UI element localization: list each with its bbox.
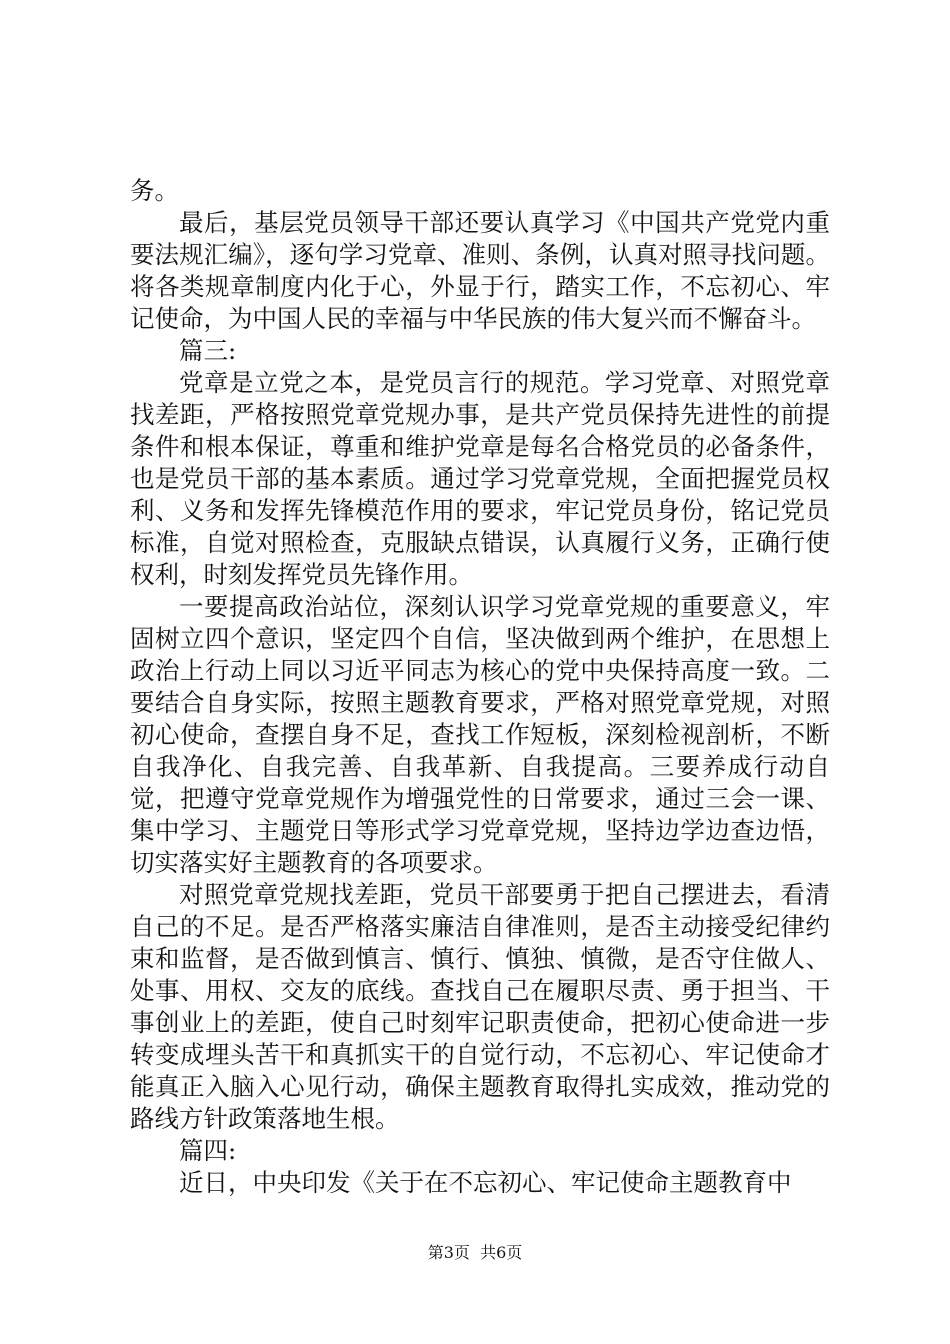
paragraph-conclusion: 最后，基层党员领导干部还要认真学习《中国共产党党内重要法规汇编》，逐句学习党章、准则、条例，认真对照寻找问题。将各类规章制度内化于心，外显于行，踏实工作，不忘初心、牢记使命，为中国人民的幸福与中华民族的伟大复兴而不懈奋斗。: [130, 208, 830, 333]
page-footer: 第3页 共6页: [427, 1243, 523, 1262]
section-heading-part-four: 篇四:: [179, 1136, 237, 1165]
paragraph-party-constitution: 党章是立党之本，是党员言行的规范。学习党章、对照党章找差距，严格按照党章党规办事，是共产党员保持先进性的前提条件和根本保证，尊重和维护党章是每名合格党员的必备条件，也是党员干部的基本素质。通过学习党章党规，全面把握党员权利、义务和发挥先锋模范作用的要求，牢记党员身份，铭记党员标准，自觉对照检查，克服缺点错误，认真履行义务，正确行使权利，时刻发挥党员先锋作用。: [130, 368, 830, 589]
paragraph-requirements: 一要提高政治站位，深刻认识学习党章党规的重要意义，牢固树立四个意识，坚定四个自信，坚决做到两个维护，在思想上政治上行动上同以习近平同志为核心的党中央保持高度一致。二要结合自身实际，按照主题教育要求，严格对照党章党规，对照初心使命，查摆自身不足，查找工作短板，深刻检视剖析，不断自我净化、自我完善、自我革新、自我提高。三要养成行动自觉，把遵守党章党规作为增强党性的日常要求，通过三会一课、集中学习、主题党日等形式学习党章党规，坚持边学边查边悟，切实落实好主题教育的各项要求。: [130, 592, 830, 877]
document-body: [130, 175, 830, 1199]
section-heading-part-three: 篇三:: [179, 336, 237, 365]
paragraph-find-gaps: 对照党章党规找差距，党员干部要勇于把自己摆进去，看清自己的不足。是否严格落实廉洁自律准则，是否主动接受纪律约束和监督，是否做到慎言、慎行、慎独、慎微，是否守住做人、处事、用权、交友的底线。查找自己在履职尽责、勇于担当、干事创业上的差距，使自己时刻牢记职责使命，把初心使命进一步转变成埋头苦干和真抓实干的自觉行动，不忘初心、牢记使命才能真正入脑入心见行动，确保主题教育取得扎实成效，推动党的路线方针政策落地生根。: [130, 880, 830, 1133]
paragraph-recent-news: 近日，中央印发《关于在不忘初心、牢记使命主题教育中: [179, 1168, 792, 1197]
paragraph-continuation: 务。: [130, 176, 179, 205]
